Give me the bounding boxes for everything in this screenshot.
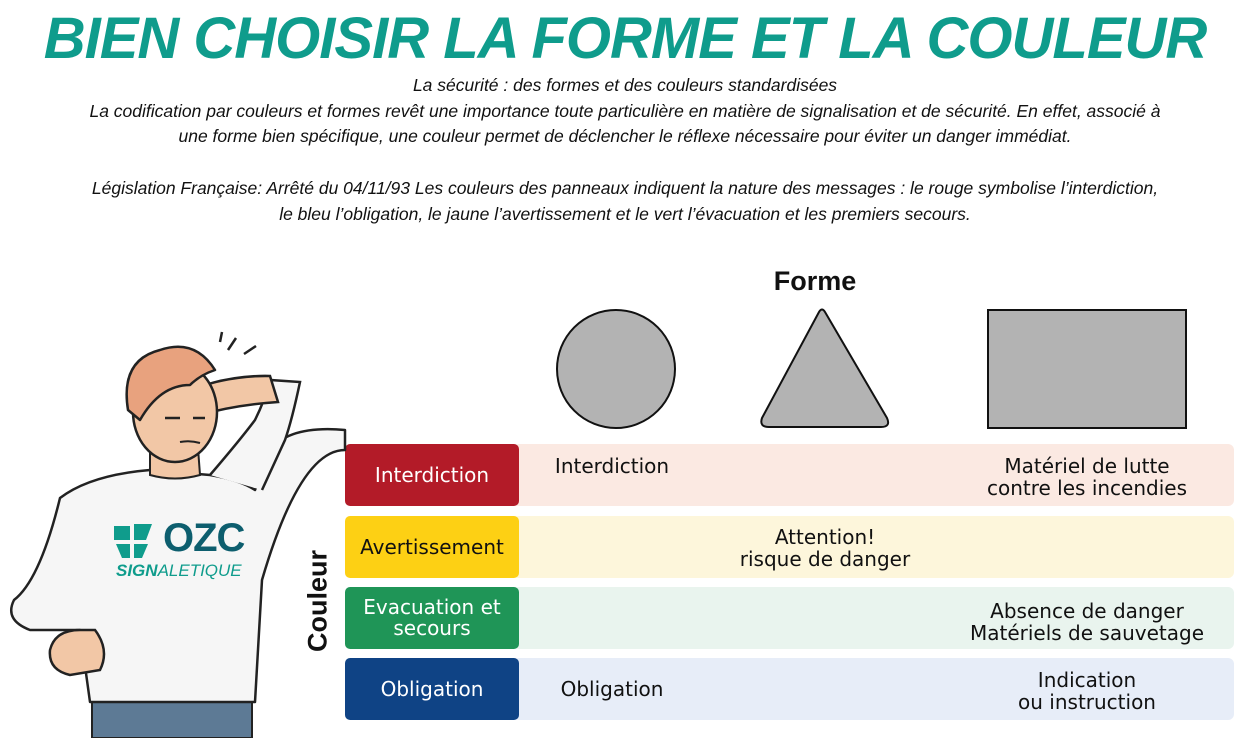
row-label-evacuation: Evacuation et secours [345,587,519,649]
cell-avertissement-triangle: Attention! risque de danger [739,525,911,571]
intro-paragraph-line: La codification par couleurs et formes revêt une importance toute particulière en matière de signalisation et de sécurité. En effet, associé à [89,101,1161,121]
row-label-interdiction: Interdiction [345,444,519,506]
logo-tagline [116,561,242,581]
cell-evacuation-rectangle: Absence de danger Matériels de sauvetage [969,599,1205,645]
row-label-obligation: Obligation [345,658,519,720]
logo-brand: OZC [163,516,245,560]
triangle-shape [761,310,888,428]
cell-interdiction-rectangle: Matériel de lutte contre les incendies [986,454,1188,500]
logo-tagline-rest: ALETIQUE [157,561,242,580]
forme-axis-label: Forme [773,266,857,296]
circle-shape [557,310,675,428]
row-label-avertissement: Avertissement [345,516,519,578]
logo-tagline-bold: SIGN [116,561,158,580]
page-title: BIEN CHOISIR LA FORME ET LA COULEUR [43,6,1207,71]
cell-obligation-circle: Obligation [560,677,664,701]
couleur-axis-label: Couleur [302,549,333,653]
legislation-line: le bleu l’obligation, le jaune l’avertissement et le vert l’évacuation et les premiers secours. [279,204,971,224]
cell-obligation-rectangle: Indication ou instruction [1018,668,1156,714]
cell-interdiction-circle: Interdiction [554,454,670,478]
intro-subtitle: La sécurité : des formes et des couleurs standardisées [412,75,838,95]
legislation-line: Législation Française: Arrêté du 04/11/93 Les couleurs des panneaux indiquent la nature des messages : le rouge symbolise l’interdiction, [91,178,1159,198]
intro-paragraph-line: une forme bien spécifique, une couleur permet de déclencher le réflexe nécessaire pour éviter un danger immédiat. [178,126,1072,146]
rectangle-shape [988,310,1186,428]
